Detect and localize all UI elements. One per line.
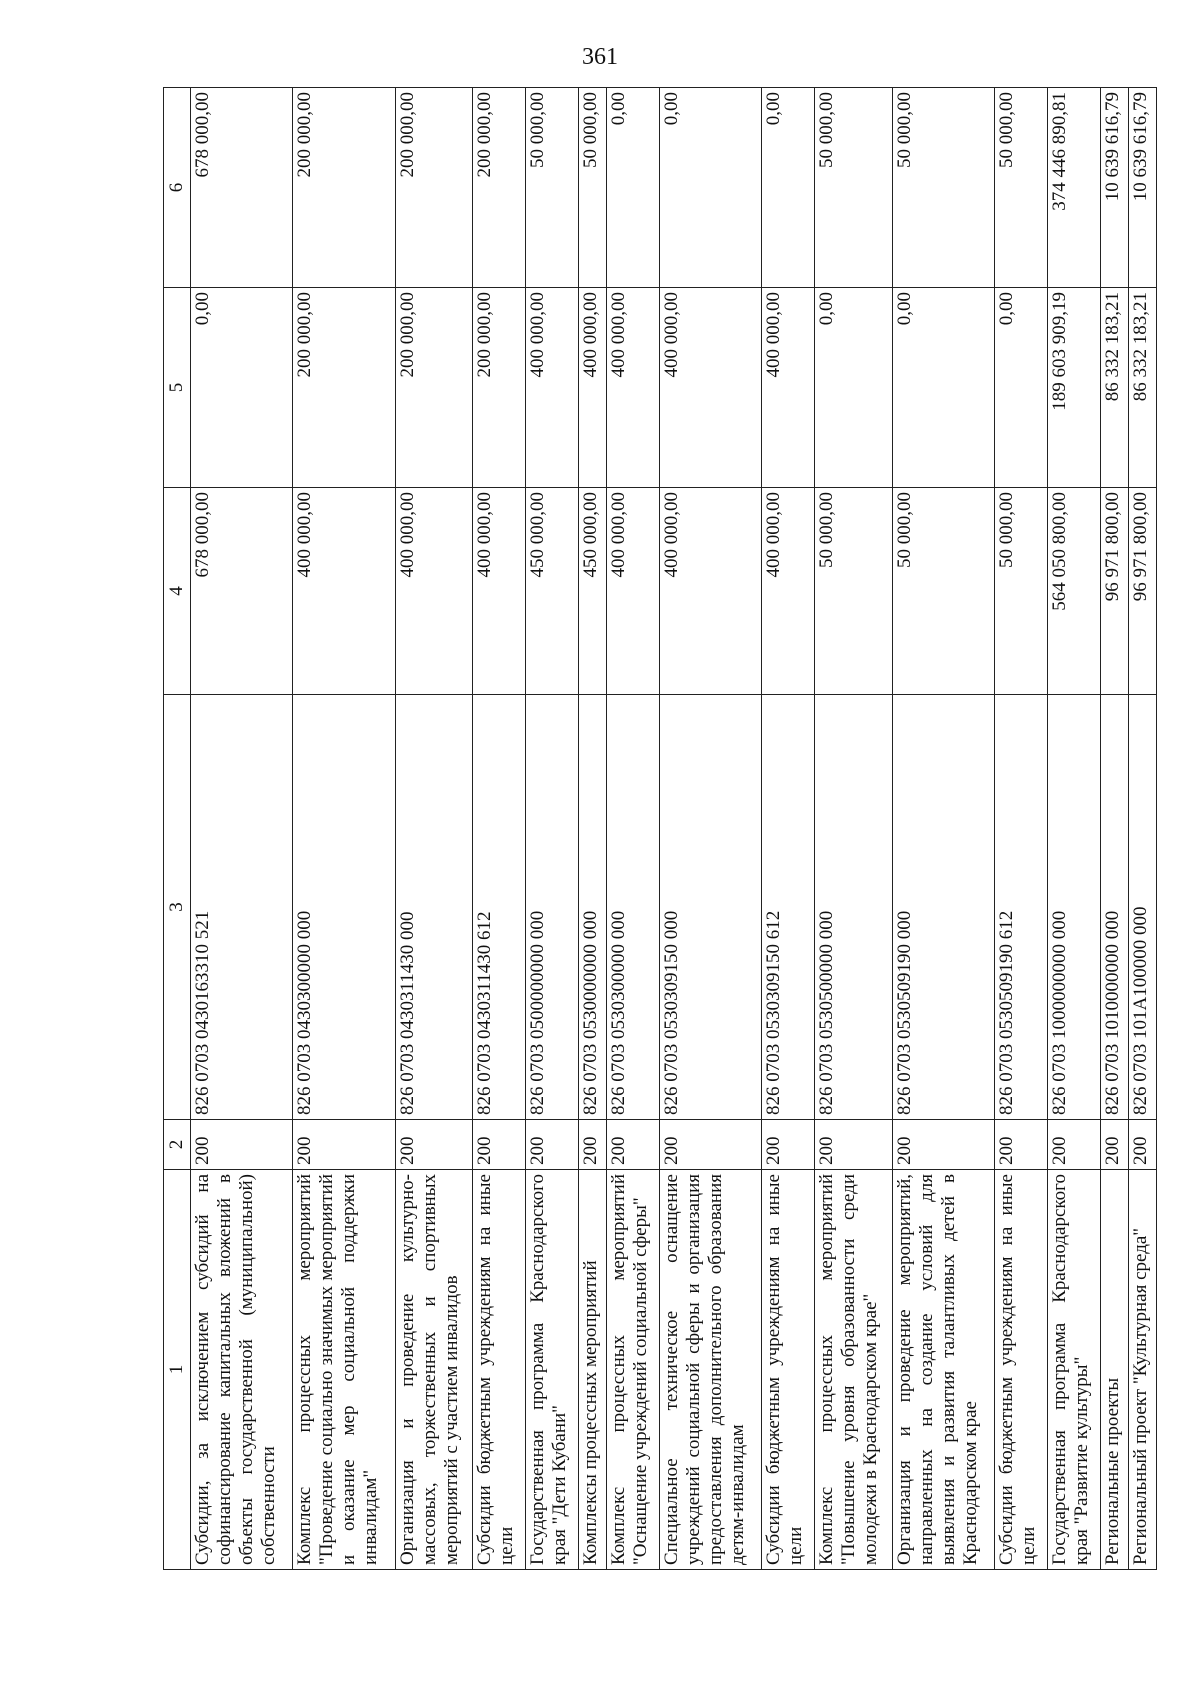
row-amount-col4: 400 000,00 (659, 488, 761, 695)
row-amount-col4: 450 000,00 (526, 488, 579, 695)
row-code-cell: 826 0703 0530000000 000 (578, 695, 606, 1120)
table-row (659, 88, 761, 1570)
row-amount-col5: 86 332 183,21 (1100, 288, 1128, 488)
header-cell: 2 (164, 1120, 191, 1170)
row-amount-col6: 50 000,00 (526, 88, 579, 288)
table-row (892, 88, 994, 1570)
row-amount-col5: 200 000,00 (395, 288, 473, 488)
row-amount-col6: 678 000,00 (191, 88, 293, 288)
row-amount-col6: 50 000,00 (815, 88, 893, 288)
row-group-cell: 200 (994, 1120, 1047, 1170)
row-code-cell: 826 0703 043016З310 521 (191, 695, 293, 1120)
row-amount-col5: 400 000,00 (659, 288, 761, 488)
row-amount-col4: 400 000,00 (473, 488, 526, 695)
row-code-cell: 826 0703 101А100000 000 (1128, 695, 1156, 1120)
row-amount-col4: 450 000,00 (578, 488, 606, 695)
row-amount-col6: 200 000,00 (473, 88, 526, 288)
row-amount-col6: 200 000,00 (395, 88, 473, 288)
row-amount-col4: 564 050 800,00 (1047, 488, 1100, 695)
row-name-cell: Государственная программа Краснодарского края "Развитие культуры" (1047, 1170, 1100, 1570)
row-amount-col4: 50 000,00 (994, 488, 1047, 695)
row-amount-col4: 678 000,00 (191, 488, 293, 695)
row-name-cell: Региональные проекты (1100, 1170, 1128, 1570)
header-cell: 3 (164, 695, 191, 1120)
row-amount-col5: 400 000,00 (526, 288, 579, 488)
table-row (526, 88, 579, 1570)
table-row (1128, 88, 1156, 1570)
row-group-cell: 200 (578, 1120, 606, 1170)
row-amount-col5: 0,00 (191, 288, 293, 488)
row-name-cell: Региональный проект "Культурная среда" (1128, 1170, 1156, 1570)
row-group-cell: 200 (1100, 1120, 1128, 1170)
row-amount-col5: 400 000,00 (607, 288, 660, 488)
row-name-cell: Субсидии бюджетным учреждениям на иные цели (994, 1170, 1047, 1570)
row-name-cell: Комплекс процессных мероприятий "Повышение уровня образованности среди молодежи в Краснодарском крае" (815, 1170, 893, 1570)
table-row (762, 88, 815, 1570)
row-group-cell: 200 (395, 1120, 473, 1170)
row-amount-col6: 10 639 616,79 (1128, 88, 1156, 288)
row-amount-col5: 0,00 (815, 288, 893, 488)
row-code-cell: 826 0703 0530509190 612 (994, 695, 1047, 1120)
row-group-cell: 200 (293, 1120, 395, 1170)
row-group-cell: 200 (526, 1120, 579, 1170)
table-row (1100, 88, 1128, 1570)
row-code-cell: 826 0703 0500000000 000 (526, 695, 579, 1120)
row-code-cell: 826 0703 0530509190 000 (892, 695, 994, 1120)
row-amount-col5: 200 000,00 (473, 288, 526, 488)
row-amount-col6: 50 000,00 (578, 88, 606, 288)
table-body (191, 88, 1157, 1570)
row-amount-col6: 0,00 (762, 88, 815, 288)
row-amount-col4: 400 000,00 (293, 488, 395, 695)
header-cell: 4 (164, 488, 191, 695)
row-amount-col5: 0,00 (892, 288, 994, 488)
table-row (578, 88, 606, 1570)
row-code-cell: 826 0703 0530500000 000 (815, 695, 893, 1120)
table-row (191, 88, 293, 1570)
row-amount-col4: 400 000,00 (762, 488, 815, 695)
row-amount-col6: 50 000,00 (892, 88, 994, 288)
row-amount-col6: 200 000,00 (293, 88, 395, 288)
table-row (293, 88, 395, 1570)
row-name-cell: Организация и проведение культурно-массовых, торжественных и спортивных мероприятий с участием инвалидов (395, 1170, 473, 1570)
row-amount-col4: 96 971 800,00 (1100, 488, 1128, 695)
row-group-cell: 200 (473, 1120, 526, 1170)
header-cell: 1 (164, 1170, 191, 1570)
table-row (815, 88, 893, 1570)
row-amount-col4: 400 000,00 (607, 488, 660, 695)
row-name-cell: Субсидии бюджетным учреждениям на иные цели (762, 1170, 815, 1570)
row-name-cell: Специальное техническое оснащение учреждений социальной сферы и организация предоставления дополнительного образования детям-инвалидам (659, 1170, 761, 1570)
row-amount-col6: 0,00 (659, 88, 761, 288)
row-group-cell: 200 (1128, 1120, 1156, 1170)
row-amount-col4: 96 971 800,00 (1128, 488, 1156, 695)
row-amount-col5: 400 000,00 (578, 288, 606, 488)
row-code-cell: 826 0703 0430300000 000 (293, 695, 395, 1120)
row-code-cell: 826 0703 0430311430 000 (395, 695, 473, 1120)
row-group-cell: 200 (659, 1120, 761, 1170)
row-name-cell: Государственная программа Краснодарского края "Дети Кубани" (526, 1170, 579, 1570)
header-cell: 5 (164, 288, 191, 488)
rotated-table (163, 88, 1157, 1570)
row-code-cell: 826 0703 1010000000 000 (1100, 695, 1128, 1120)
row-amount-col5: 0,00 (994, 288, 1047, 488)
row-name-cell: Субсидии, за исключением субсидий на софинансирование капитальных вложений в объекты государственной (муниципальной) собственности (191, 1170, 293, 1570)
header-row (164, 88, 191, 1570)
row-amount-col6: 10 639 616,79 (1100, 88, 1128, 288)
row-group-cell: 200 (762, 1120, 815, 1170)
row-name-cell: Комплексы процессных мероприятий (578, 1170, 606, 1570)
row-name-cell: Комплекс процессных мероприятий "Оснащение учреждений социальной сферы" (607, 1170, 660, 1570)
row-amount-col6: 50 000,00 (994, 88, 1047, 288)
row-name-cell: Комплекс процессных мероприятий "Проведение социально значимых мероприятий и оказание мер социальной поддержки инвалидам" (293, 1170, 395, 1570)
row-amount-col5: 189 603 909,19 (1047, 288, 1100, 488)
row-amount-col4: 400 000,00 (395, 488, 473, 695)
table-row (607, 88, 660, 1570)
row-amount-col6: 0,00 (607, 88, 660, 288)
table-row (473, 88, 526, 1570)
row-group-cell: 200 (892, 1120, 994, 1170)
header-cell: 6 (164, 88, 191, 288)
row-amount-col4: 50 000,00 (815, 488, 893, 695)
row-code-cell: 826 0703 0530309150 000 (659, 695, 761, 1120)
row-amount-col6: 374 446 890,81 (1047, 88, 1100, 288)
row-code-cell: 826 0703 0430311430 612 (473, 695, 526, 1120)
table-row (1047, 88, 1100, 1570)
page-number: 361 (582, 44, 618, 70)
table-row (395, 88, 473, 1570)
table-row (994, 88, 1047, 1570)
row-code-cell: 826 0703 0530300000 000 (607, 695, 660, 1120)
row-code-cell: 826 0703 0530309150 612 (762, 695, 815, 1120)
row-amount-col4: 50 000,00 (892, 488, 994, 695)
row-group-cell: 200 (1047, 1120, 1100, 1170)
row-name-cell: Организация и проведение мероприятий, направленных на создание условий для выявления и развития талантливых детей в Краснодарском крае (892, 1170, 994, 1570)
row-group-cell: 200 (191, 1120, 293, 1170)
row-name-cell: Субсидии бюджетным учреждениям на иные цели (473, 1170, 526, 1570)
row-amount-col5: 200 000,00 (293, 288, 395, 488)
budget-table-area (163, 88, 1157, 1570)
row-amount-col5: 86 332 183,21 (1128, 288, 1156, 488)
row-group-cell: 200 (607, 1120, 660, 1170)
row-code-cell: 826 0703 1000000000 000 (1047, 695, 1100, 1120)
row-amount-col5: 400 000,00 (762, 288, 815, 488)
row-group-cell: 200 (815, 1120, 893, 1170)
budget-table (163, 87, 1157, 1570)
